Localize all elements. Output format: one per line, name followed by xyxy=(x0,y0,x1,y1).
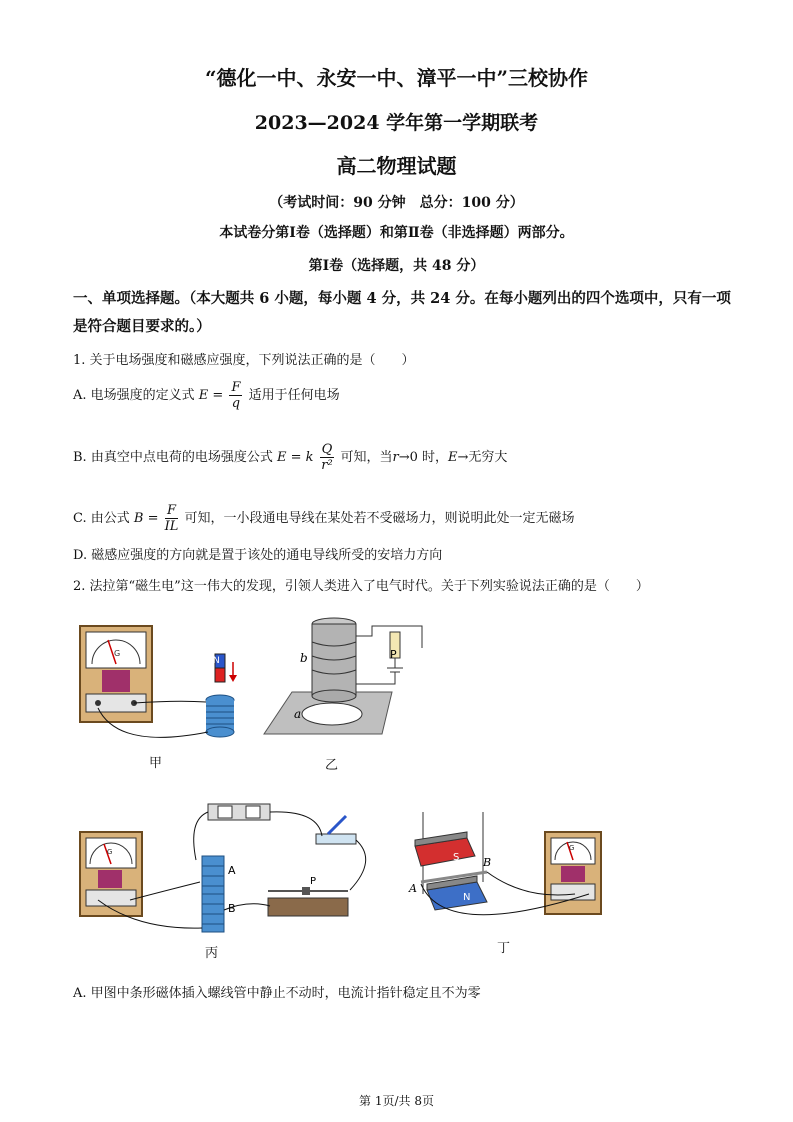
magnet-label-s: S xyxy=(213,642,219,652)
q1-option-c xyxy=(73,503,575,534)
q1-b-formula-lhs: E = k xyxy=(276,450,314,465)
q1-stem: 1. 关于电场强度和磁感应强度，下列说法正确的是（ ） xyxy=(73,353,415,368)
exam-title-schools: “德化一中、永安一中、漳平一中”三校协作 xyxy=(204,66,588,90)
q1-a-numerator: F xyxy=(231,380,241,395)
coil-label-B: B xyxy=(228,902,236,915)
q1-b-tail1: 可知，当 xyxy=(340,450,393,465)
caption-bing: 丙 xyxy=(205,946,219,961)
q1-c-denominator: IL xyxy=(164,519,179,534)
rod-label-A: A xyxy=(409,882,417,895)
exam-title-subject: 高二物理试题 xyxy=(336,154,457,178)
caption-jia: 甲 xyxy=(149,756,163,771)
q1-b-fraction xyxy=(320,442,335,473)
q1-c-fraction xyxy=(165,503,179,534)
galvanometer-bing-label-g: G xyxy=(107,848,113,856)
q1-b-e: E xyxy=(447,450,458,465)
exam-info: （考试时间：90 分钟 总分：100 分） xyxy=(269,195,524,211)
q1-b-text: B. 由真空中点电荷的电场强度公式 xyxy=(73,450,273,465)
galvanometer-ding-label-g: G xyxy=(569,844,575,852)
slider-label-P: P xyxy=(310,876,317,887)
caption-ding: 丁 xyxy=(497,941,511,956)
figure-ding xyxy=(405,810,610,930)
magnet-ding-label-s: S xyxy=(453,852,460,863)
q1-c-text: C. 由公式 xyxy=(73,511,130,526)
q1-a-fraction xyxy=(229,380,242,411)
q1-c-numerator: F xyxy=(166,503,177,518)
q1-c-tail: 可知，一小段通电导线在某处若不受磁场力，则说明此处一定无磁场 xyxy=(184,511,575,526)
q1-option-a xyxy=(73,380,340,411)
q1-b-tail2: →0 时， xyxy=(398,450,448,465)
q1-b-tail3: →无穷大 xyxy=(457,450,508,465)
figure-bing xyxy=(78,790,378,940)
page-number: 第 1页/共 8页 xyxy=(359,1094,434,1108)
q1-b-numerator: Q xyxy=(321,442,333,457)
rod-label-B: B xyxy=(483,856,492,869)
q2-stem: 2. 法拉第“磁生电”这一伟大的发现，引领人类进入了电气时代。关于下列实验说法正确的是（ ） xyxy=(73,579,649,594)
q1-a-formula-lhs: E = xyxy=(198,388,224,403)
section-heading: 一、单项选择题。（本大题共 6 小题，每小题 4 分，共 24 分。在每小题列出的四个选项中，只有一项是符合题目要求的。） xyxy=(73,290,731,335)
caption-yi: 乙 xyxy=(325,758,339,773)
q1-a-text: A. 电场强度的定义式 xyxy=(73,388,195,403)
q1-option-b xyxy=(73,442,507,473)
figure-yi xyxy=(262,612,442,742)
q1-option-d: D. 磁感应强度的方向就是置于该处的通电导线所受的安培力方向 xyxy=(73,548,443,563)
q2-option-a: A. 甲图中条形磁体插入螺线管中静止不动时，电流计指针稳定且不为零 xyxy=(73,986,481,1001)
q1-a-denominator: q xyxy=(231,396,241,411)
q1-b-denominator: r² xyxy=(321,458,333,473)
coil-label-b: b xyxy=(300,651,308,665)
q1-c-formula-lhs: B = xyxy=(133,511,159,526)
exam-title-year: 2023—2024 学年第一学期联考 xyxy=(254,112,539,134)
rheostat-label-p: P xyxy=(390,648,397,661)
exam-note: 本试卷分第Ⅰ卷（选择题）和第Ⅱ卷（非选择题）两部分。 xyxy=(219,225,574,241)
volume-heading: 第Ⅰ卷（选择题，共 48 分） xyxy=(308,258,485,274)
figure-jia-labels xyxy=(114,632,238,692)
q1-b-r: r xyxy=(392,450,399,465)
magnet-ding-label-n: N xyxy=(463,892,471,903)
coil-label-A: A xyxy=(228,864,236,877)
magnet-label-n: N xyxy=(213,656,220,666)
ring-label-a: a xyxy=(294,707,302,721)
galvanometer-label-g: G xyxy=(114,649,121,658)
q1-a-tail: 适用于任何电场 xyxy=(248,388,340,403)
